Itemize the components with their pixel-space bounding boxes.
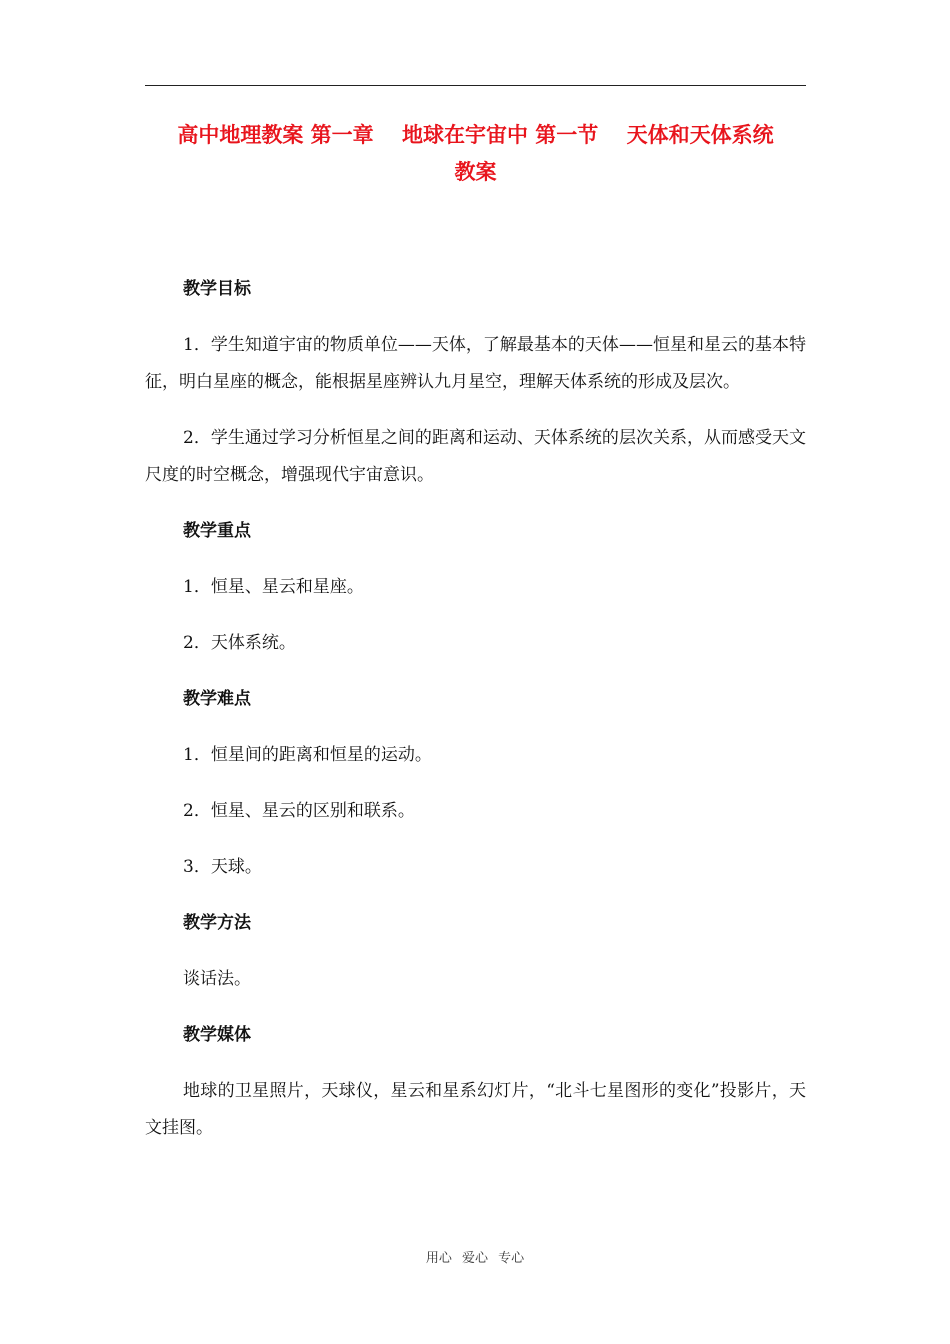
- section-heading: 教学难点: [183, 689, 251, 709]
- paragraph: 1．学生知道宇宙的物质单位——天体，了解最基本的天体——恒星和星云的基本特征，明白星座的概念，能根据星座辨认九月星空，理解天体系统的形成及层次。: [145, 335, 806, 392]
- document-title: [145, 117, 806, 191]
- header-rule: [145, 85, 806, 86]
- document-body: [145, 270, 806, 1147]
- list-item: 3．天球。: [183, 857, 262, 877]
- title-line-2: 教案: [454, 160, 497, 184]
- section-difficulties: [145, 680, 806, 904]
- section-key-points: [145, 512, 806, 680]
- section-heading: 教学媒体: [183, 1025, 251, 1045]
- section-heading: 教学方法: [183, 913, 251, 933]
- page-footer: 用心 爱心 专心: [425, 1251, 525, 1266]
- section-heading: 教学重点: [183, 521, 251, 541]
- list-item: 1．恒星间的距离和恒星的运动。: [183, 745, 432, 765]
- list-item: 1．恒星、星云和星座。: [183, 577, 364, 597]
- paragraph: 谈话法。: [183, 969, 251, 989]
- list-item: 2．天体系统。: [183, 633, 296, 653]
- paragraph: 地球的卫星照片，天球仪，星云和星系幻灯片，“北斗七星图形的变化”投影片，天文挂图。: [145, 1081, 806, 1138]
- section-objectives: [145, 270, 806, 512]
- list-item: 2．恒星、星云的区别和联系。: [183, 801, 415, 821]
- title-line-1: 高中地理教案 第一章 地球在宇宙中 第一节 天体和天体系统: [177, 123, 774, 147]
- paragraph: 2．学生通过学习分析恒星之间的距离和运动、天体系统的层次关系，从而感受天文尺度的时空概念，增强现代宇宙意识。: [145, 428, 806, 485]
- section-media: [145, 1016, 806, 1147]
- section-method: [145, 904, 806, 1016]
- section-heading: 教学目标: [183, 279, 251, 299]
